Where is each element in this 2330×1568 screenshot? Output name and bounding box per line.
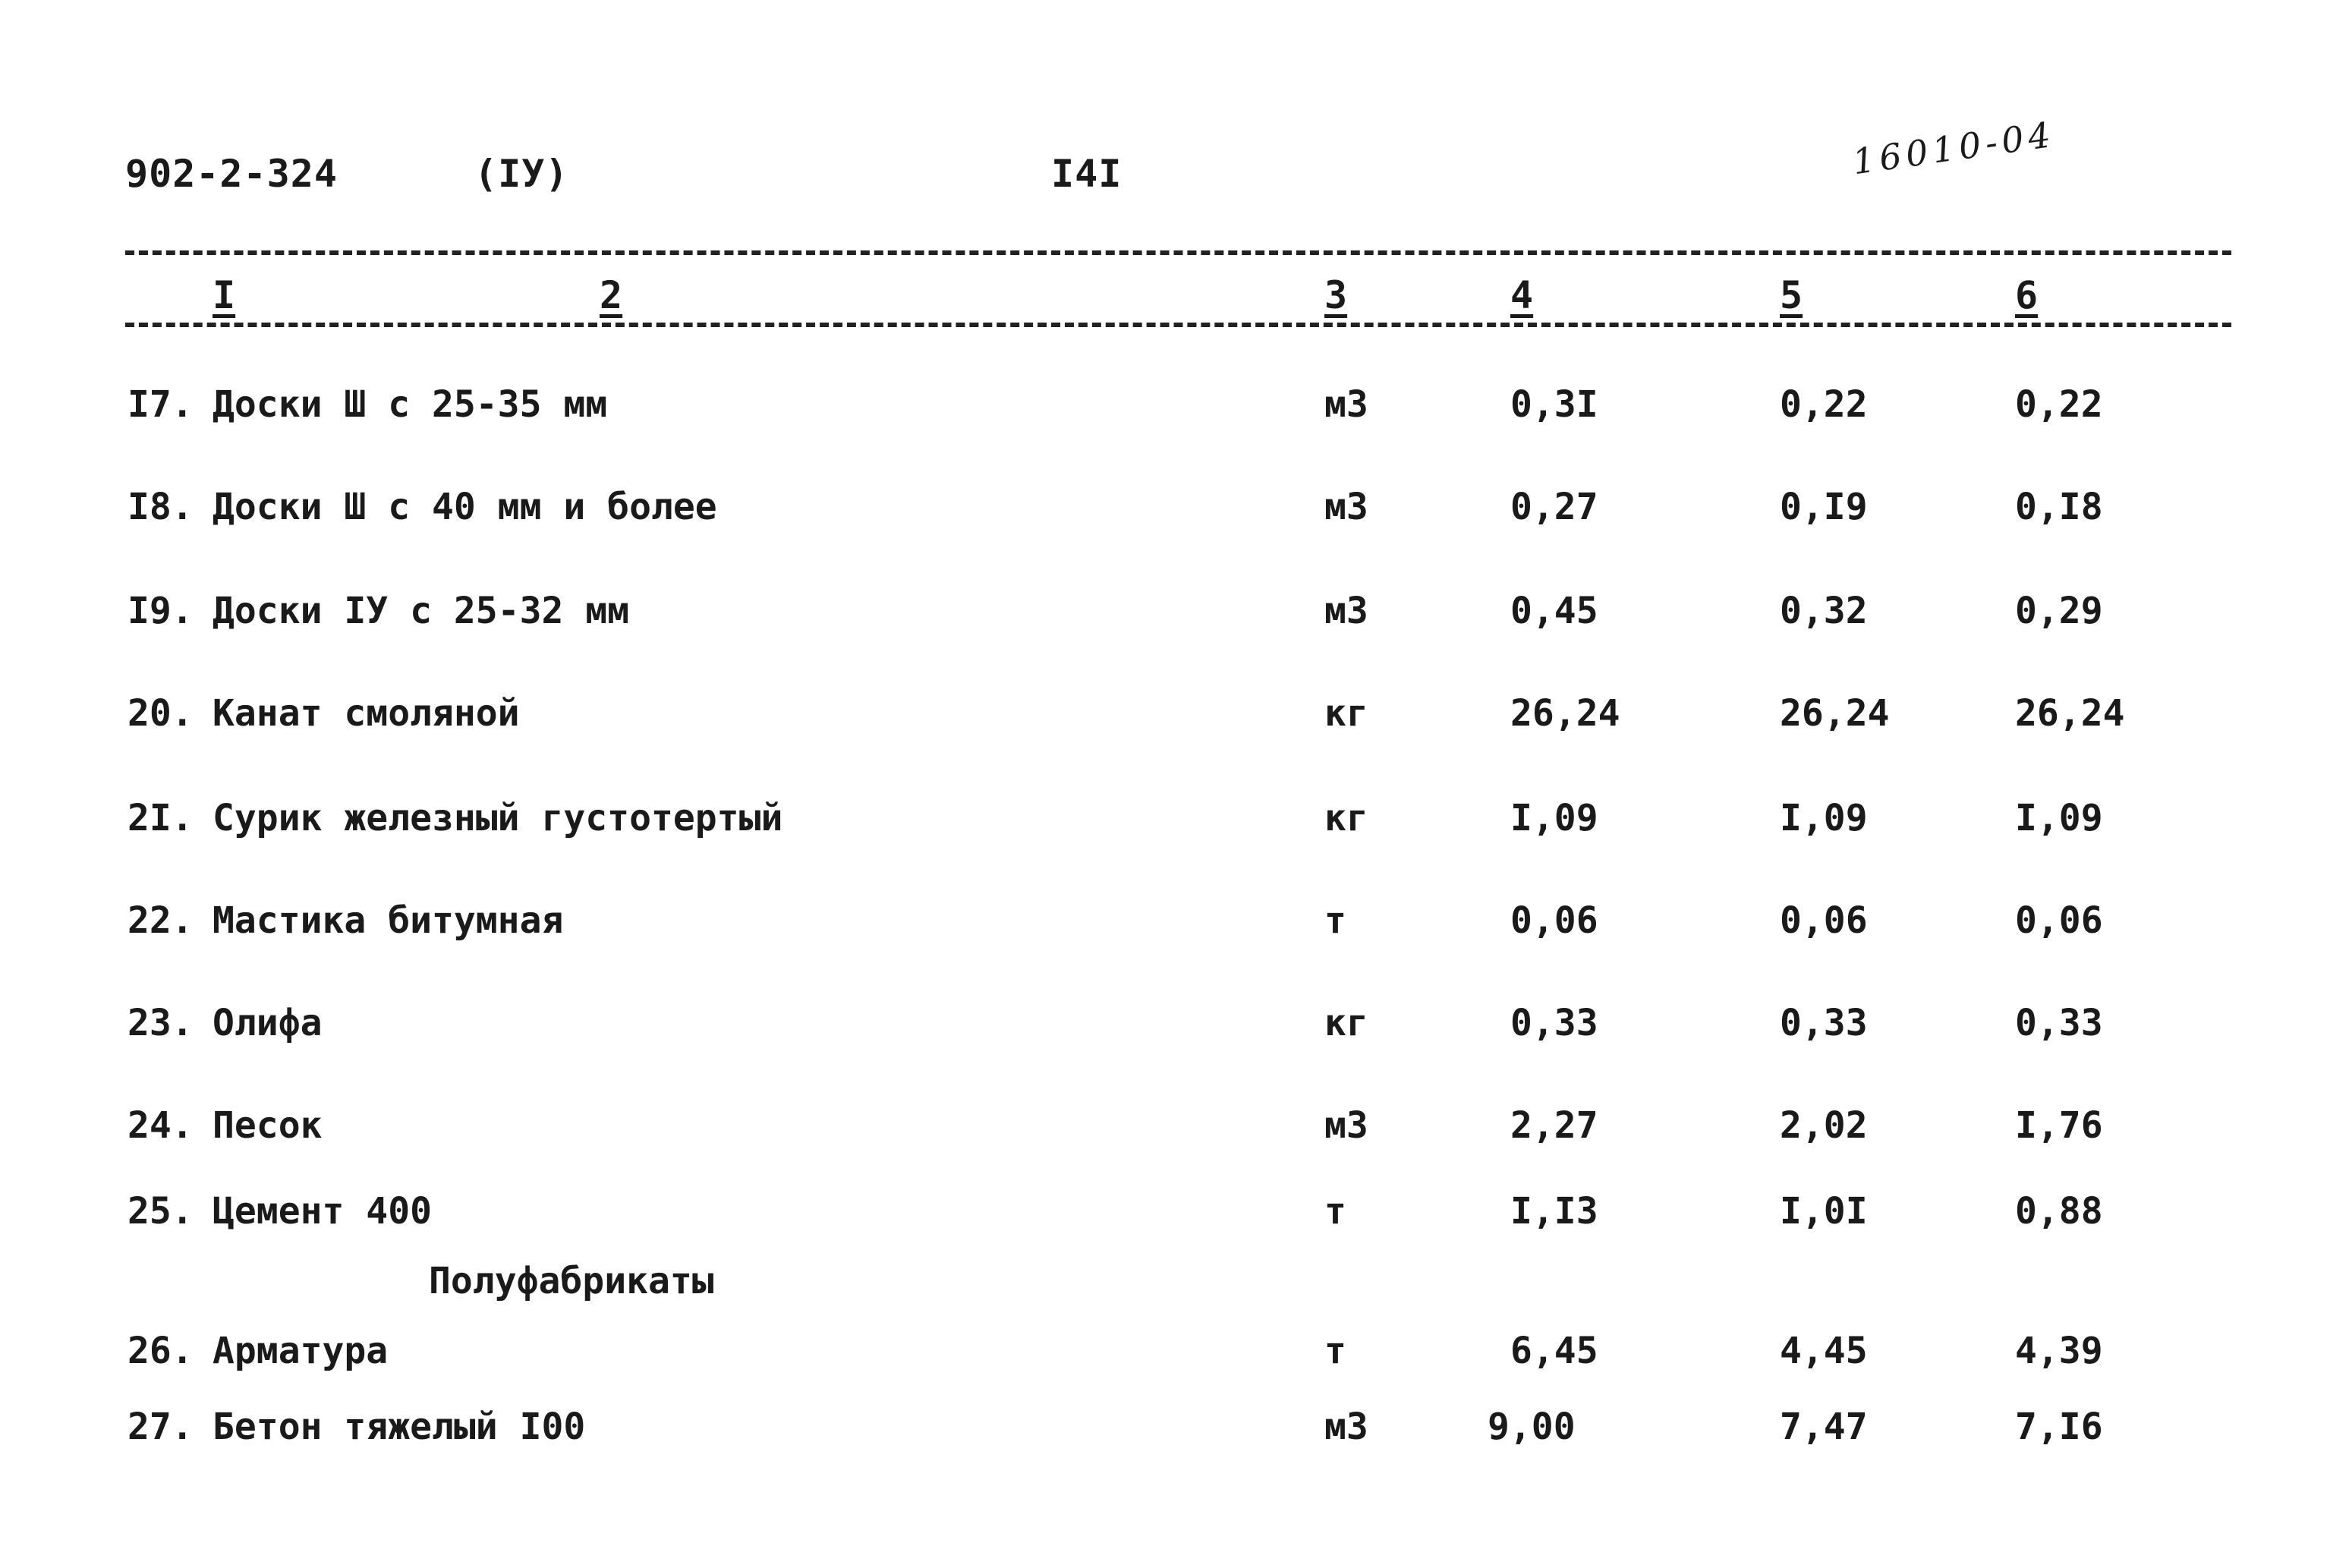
document-code: 902-2-324 <box>125 152 338 196</box>
row-number: 23. <box>128 1002 194 1044</box>
material-name: Доски Ш с 40 мм и более <box>213 486 717 528</box>
page-number: I4I <box>1051 152 1122 196</box>
material-name: Сурик железный густотертый <box>213 797 783 839</box>
value-col5: I,0I <box>1780 1190 1868 1233</box>
column-number-6: 6 <box>2015 273 2039 317</box>
value-col4: 6,45 <box>1510 1330 1598 1372</box>
value-col6: 0,I8 <box>2015 486 2103 528</box>
unit: кг <box>1324 1002 1368 1044</box>
value-col6: 4,39 <box>2015 1330 2103 1372</box>
material-name: Цемент 400 <box>213 1190 432 1233</box>
unit: м3 <box>1324 1104 1368 1147</box>
value-col6: 0,88 <box>2015 1190 2103 1233</box>
value-col5: 2,02 <box>1780 1104 1868 1147</box>
row-number: I8. <box>128 486 194 528</box>
material-name: Бетон тяжелый I00 <box>213 1406 586 1448</box>
material-name: Канат смоляной <box>213 692 520 735</box>
unit: м3 <box>1324 590 1368 632</box>
value-col5: I,09 <box>1780 797 1868 839</box>
table-header-rule <box>125 323 2231 327</box>
unit: т <box>1324 1330 1346 1372</box>
value-col6: 7,I6 <box>2015 1406 2103 1448</box>
value-col6: 0,33 <box>2015 1002 2103 1044</box>
value-col4: I,09 <box>1510 797 1598 839</box>
unit: т <box>1324 899 1346 942</box>
unit: м3 <box>1324 1406 1368 1448</box>
material-name: Мастика битумная <box>213 899 564 942</box>
unit: м3 <box>1324 486 1368 528</box>
table-row <box>0 590 2330 643</box>
value-col5: 7,47 <box>1780 1406 1868 1448</box>
column-number-5: 5 <box>1780 273 1803 317</box>
value-col4: 0,06 <box>1510 899 1598 942</box>
value-col5: 0,32 <box>1780 590 1868 632</box>
unit: кг <box>1324 797 1368 839</box>
section-subheading: Полуфабрикаты <box>429 1260 714 1302</box>
table-row <box>0 797 2330 850</box>
table-row <box>0 899 2330 952</box>
table-row <box>0 383 2330 436</box>
value-col5: 0,I9 <box>1780 486 1868 528</box>
material-name: Доски IУ с 25-32 мм <box>213 590 630 632</box>
handwritten-note: 16010-04 <box>1850 113 2058 183</box>
material-name: Песок <box>213 1104 323 1147</box>
material-name: Арматура <box>213 1330 389 1372</box>
column-number-3: 3 <box>1324 273 1348 317</box>
unit: т <box>1324 1190 1346 1233</box>
column-number-1: I <box>213 273 236 317</box>
material-name: Доски Ш с 25-35 мм <box>213 383 608 426</box>
value-col6: I,09 <box>2015 797 2103 839</box>
row-number: I9. <box>128 590 194 632</box>
value-col4: 26,24 <box>1510 692 1620 735</box>
value-col6: I,76 <box>2015 1104 2103 1147</box>
value-col4: 0,3I <box>1510 383 1598 426</box>
row-number: I7. <box>128 383 194 426</box>
unit: кг <box>1324 692 1368 735</box>
unit: м3 <box>1324 383 1368 426</box>
table-row <box>0 1190 2330 1243</box>
value-col6: 0,06 <box>2015 899 2103 942</box>
row-number: 27. <box>128 1406 194 1448</box>
value-col4: 2,27 <box>1510 1104 1598 1147</box>
table-row <box>0 486 2330 539</box>
column-number-4: 4 <box>1510 273 1534 317</box>
material-name: Олифа <box>213 1002 323 1044</box>
value-col5: 4,45 <box>1780 1330 1868 1372</box>
row-number: 25. <box>128 1190 194 1233</box>
value-col4: I,I3 <box>1510 1190 1598 1233</box>
value-col6: 0,22 <box>2015 383 2103 426</box>
value-col4: 0,33 <box>1510 1002 1598 1044</box>
row-number: 20. <box>128 692 194 735</box>
table-row <box>0 1104 2330 1157</box>
table-row <box>0 1002 2330 1055</box>
column-number-2: 2 <box>600 273 623 317</box>
value-col6: 0,29 <box>2015 590 2103 632</box>
table-row <box>0 1406 2330 1459</box>
value-col5: 0,33 <box>1780 1002 1868 1044</box>
value-col4: 0,45 <box>1510 590 1598 632</box>
document-variant: (IУ) <box>474 152 569 196</box>
row-number: 2I. <box>128 797 194 839</box>
row-number: 22. <box>128 899 194 942</box>
table-top-rule <box>125 250 2231 255</box>
value-col4: 0,27 <box>1510 486 1598 528</box>
value-col6: 26,24 <box>2015 692 2125 735</box>
value-col4: 9,00 <box>1488 1406 1576 1448</box>
value-col5: 0,22 <box>1780 383 1868 426</box>
table-row <box>0 692 2330 745</box>
row-number: 24. <box>128 1104 194 1147</box>
value-col5: 0,06 <box>1780 899 1868 942</box>
value-col5: 26,24 <box>1780 692 1890 735</box>
row-number: 26. <box>128 1330 194 1372</box>
table-row <box>0 1330 2330 1383</box>
